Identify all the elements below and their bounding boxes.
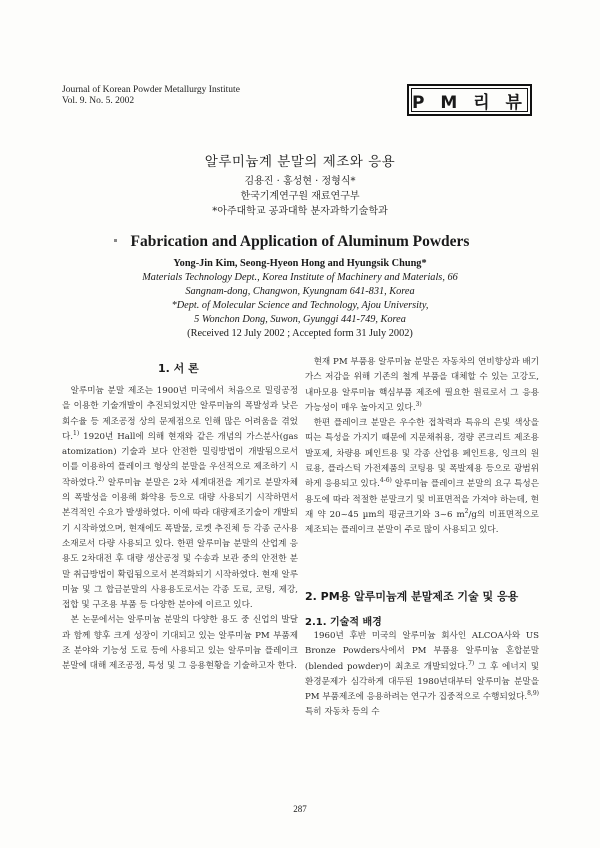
paragraph	[62, 613, 298, 674]
page-number: 287	[293, 804, 307, 814]
paragraph	[305, 416, 539, 538]
section-heading-2: 2. PM용 알루미늄계 분말제조 기술 및 응용	[305, 590, 519, 603]
korean-affiliation-1: 한국기계연구원 재료연구부	[240, 191, 360, 202]
paragraph-text: 알루미늄 분말은 2차 세계대전을 계기로 분말자체의 폭발성을 이용해 화약용 등으로 대량 사용되기 시작하면서 본격적인 수요가 발생하였다. 이에 따라 대량제조기술이 개발되기 시작하였으며, 현재에도 폭발물, 로켓 추진체 등 각종 군사용 소재로서 다량 사용되고 있다. 한편 알루미늄 분말의 산업계 응용도 2차대전 후 대량 생산공정 및 수송과 보관 중의 안전한 분말 취급방법이 확립됨으로서 본격화되기 시작하였다. 현재 알루미늄 및 그 합금분말의 사용용도로서는 각종 도료, 코팅, 제강, 접합 및 구조용 부품 등 다양한 분야에 이르고 있다.	[62, 477, 298, 611]
paragraph-text: 알루미늄 분말 제조는 1900년 미국에서 처음으로 밀링공정을 이용한 기술개발이 추진되었지만 알루미늄의 폭발성과 낮은 회수율 등 제조공정 상의 문제점으로 인해 많은 어려움을 겪었다.	[62, 386, 298, 442]
paragraph-text: 그 후 에너지 및 환경문제가 심각하게 대두된 1980년대부터 알루미늄 분말을 PM 부품제조에 응용하려는 연구가 집중적으로 수행되었다.	[305, 661, 539, 703]
paragraph-text: 본 논문에서는 알루미늄 분말의 다양한 용도 중 신업의 발달과 함께 향후 크게 성장이 기대되고 있는 알루미늄 PM 부품제조 분야와 기능성 도료 등에 사용되고 있는 알루미늄 플레이크 분말에 대해 제조공정, 특성 및 그 응용현황을 기술하고자 한다.	[62, 615, 298, 672]
paragraph-text: 현재 PM 부품용 알루미늄 분말은 자동차의 연비향상과 배기가스 저감을 위해 기존의 철계 부품을 대체할 수 있는 고강도, 내마모용 알루미늄 핵심부품 제조에 필요한 원료로서 그 응용가능성이 매우 높아지고 있다.	[305, 357, 539, 413]
paragraph	[305, 355, 539, 416]
english-affiliation-line: 5 Wonchon Dong, Suwon, Gyunggi 441-749, Korea	[194, 314, 406, 325]
english-affiliation-line: Materials Technology Dept., Korea Institute of Machinery and Materials, 66	[142, 272, 458, 283]
english-title: Fabrication and Application of Aluminum Powders	[130, 233, 470, 250]
citation: 7)	[468, 659, 475, 667]
citation: 4-6)	[379, 477, 392, 485]
pm-review-label: P M 리 뷰	[411, 88, 528, 112]
left-column	[62, 384, 298, 675]
korean-affiliation-2: *아주대학교 공과대학 분자과학기술학과	[212, 206, 388, 217]
paragraph	[305, 629, 539, 721]
english-authors: Yong-Jin Kim, Seong-Hyeon Hong and Hyungsik Chung*	[173, 258, 427, 269]
citation: 3)	[415, 401, 422, 409]
korean-title: 알루미늄계 분말의 제조와 응용	[204, 154, 396, 170]
english-affiliation-line: *Dept. of Molecular Science and Technology, Ajou University,	[171, 300, 429, 311]
paragraph-text: 1920년 Hall에 의해 현재와 같은 개념의 가스분사(gas atomization) 기술과 보다 안전한 밀링방법이 개발됨으로서 이를 이용하여 플레이크 형상의 분말을 우선적으로 제조하기 시작하였다.	[62, 431, 298, 488]
paragraph-text: 한편 플레이크 분말은 우수한 접착력과 특유의 은빛 색상을 띠는 특성을 가지기 때문에 지문채취용, 경량 콘크리트 제조용 발포제, 차량용 페인트용 및 각종 산업용 페인트용, 잉크의 원료용, 플라스틱 가전제품의 코팅용 및 폭발제용 등으로 광범위하게 응용되고 있다.	[305, 418, 539, 490]
subsection-heading-2-1: 2.1. 기술적 배경	[305, 617, 382, 628]
english-affiliation-line: Sangnam-dong, Changwon, Kyungnam 641-831, Korea	[185, 286, 415, 297]
journal-name: Journal of Korean Powder Metallurgy Institute	[62, 85, 240, 95]
paragraph-text: 1960년 후반 미국의 알루미늄 회사인 ALCOA사와 US Bronze Powders사에서 PM 부품용 알루미늄 혼합분말(blended powder)이 최초로 개발되었다.	[305, 631, 539, 672]
section-heading-introduction: 1. 서 론	[158, 362, 199, 375]
journal-header	[62, 85, 240, 107]
paragraph-text: 알루미늄 플레이크 분말의 요구 특성은 용도에 따라 적절한 분말크기 및 비표면적을 가져야 하는데, 현재 약 20~45 µm의 평균크기와 3~6 m	[305, 479, 540, 520]
pm-review-badge	[407, 84, 532, 116]
paragraph	[62, 384, 298, 613]
received-date: (Received 12 July 2002 ; Accepted form 31 July 2002)	[187, 328, 413, 339]
right-column	[305, 355, 539, 539]
citation: 2)	[97, 475, 105, 483]
korean-authors: 김용진 · 홍성현 · 정형식*	[244, 176, 356, 187]
journal-volume: Vol. 9. No. 5. 2002	[62, 96, 135, 106]
citation: 1)	[73, 430, 80, 438]
paragraph-text: /g의 비표면적으로 제조되는 플레이크 분말이 주로 많이 사용되고 있다.	[305, 509, 539, 536]
right-column-continued	[305, 629, 539, 721]
citation: 8,9)	[527, 690, 539, 698]
paragraph-text: 특히 자동차 등의 수	[305, 707, 380, 718]
superscript: 2	[464, 508, 469, 516]
